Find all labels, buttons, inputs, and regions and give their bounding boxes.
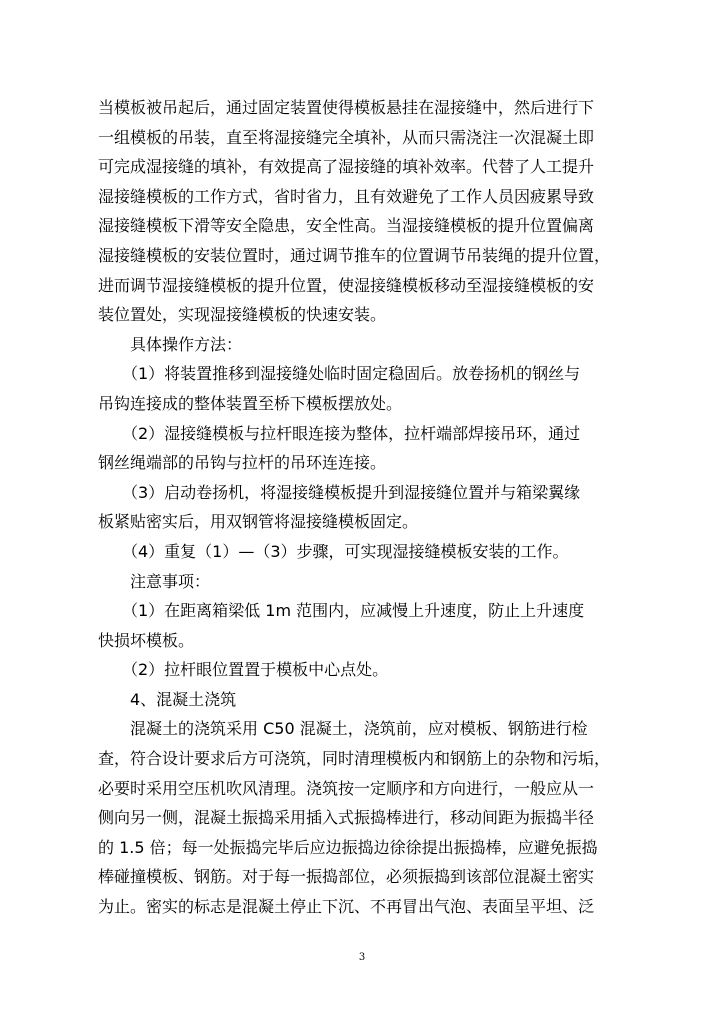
text-line: 进而调节湿接缝模板的提升位置，使湿接缝模板移动至湿接缝模板的安 [98,275,595,295]
text-line: 为止。密实的标志是混凝土停止下沉、不再冒出气泡、表面呈平坦、泛 [98,897,595,917]
text-line: （2）湿接缝模板与拉杆眼连接为整体，拉杆端部焊接吊环，通过 [98,423,581,443]
text-line: 混凝土的浇筑采用 C50 混凝土，浇筑前，应对模板、钢筋进行检 [98,719,588,739]
text-line: 钢丝绳端部的吊钩与拉杆的吊环连连接。 [98,453,387,473]
section-label: 注意事项： [98,571,211,591]
text-line: 湿接缝模板的安装位置时，通过调节推车的位置调节吊装绳的提升位置， [98,245,611,265]
text-line: 湿接缝模板下滑等安全隐患，安全性高。当湿接缝模板的提升位置偏离 [98,216,595,236]
text-line: 必要时采用空压机吹风清理。浇筑按一定顺序和方向进行，一般应从一 [98,778,595,798]
text-line: 装位置处，实现湿接缝模板的快速安装。 [98,305,387,325]
body-text [98,93,638,922]
section-heading: 4、混凝土浇筑 [98,689,237,709]
text-line: （1）将装置推移到湿接缝处临时固定稳固后。放卷扬机的钢丝与 [98,364,581,384]
text-line: 吊钩连接成的整体装置至桥下模板摆放处。 [98,393,403,413]
text-line: 板紧贴密实后，用双钢管将湿接缝模板固定。 [98,512,419,532]
text-line: （3）启动卷扬机，将湿接缝模板提升到湿接缝位置并与箱梁翼缘 [98,482,581,502]
text-line: （2）拉杆眼位置置于模板中心点处。 [98,660,389,680]
text-line: 可完成湿接缝的填补，有效提高了湿接缝的填补效率。代替了人工提升 [98,157,595,177]
text-line: 查，符合设计要求后方可浇筑，同时清理模板内和钢筋上的杂物和污垢， [98,749,611,769]
text-line: 一组模板的吊装，直至将湿接缝完全填补，从而只需浇注一次混凝土即 [98,127,595,147]
text-line: （1）在距离箱梁低 1m 范围内，应减慢上升速度，防止上升速度 [98,601,585,621]
text-line: （4）重复（1）—（3）步骤，可实现湿接缝模板安装的工作。 [98,541,569,561]
text-line: 当模板被吊起后，通过固定装置使得模板悬挂在湿接缝中，然后进行下 [98,98,595,117]
text-line: 棒碰撞模板、钢筋。对于每一振捣部位，必须振捣到该部位混凝土密实 [98,867,595,887]
text-line: 侧向另一侧，混凝土振捣采用插入式振捣棒进行，移动间距为振捣半径 [98,808,595,828]
text-line: 湿接缝模板的工作方式，省时省力，且有效避免了工作人员因疲累导致 [98,186,595,206]
section-label: 具体操作方法： [98,334,243,354]
page-number: 3 [358,952,366,963]
text-line: 快损坏模板。 [98,630,195,650]
text-line: 的 1.5 倍；每一处振捣完毕后应边振捣边徐徐提出振捣棒，应避免振捣 [98,837,598,857]
